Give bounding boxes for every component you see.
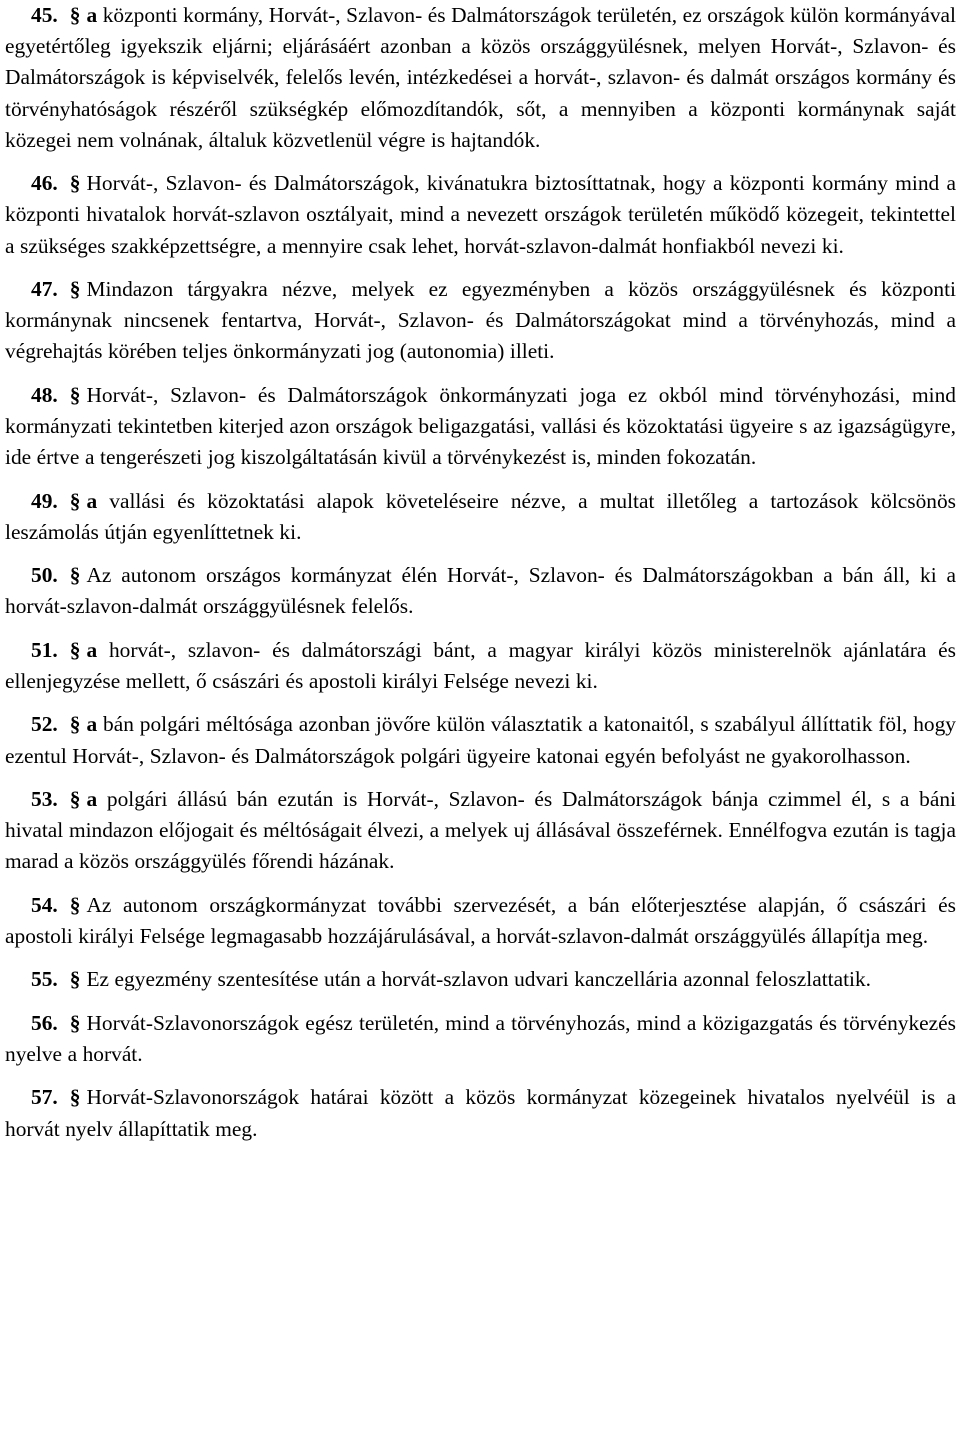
paragraph-text: Horvát-, Szlavon- és Dalmátországok, kivánatukra biztosíttatnak, hogy a központi kormány mind a központi hivatalok horvát-szlavon osztályait, mind a nevezett országok területén működő közegeit, tekintettel a szükséges szakképzettségre, a mennyire csak lehet, horvát-szlavon-dalmát honfiakból nevezi ki. xyxy=(5,171,956,258)
paragraph-57 xyxy=(5,1082,956,1144)
paragraph-lead: a xyxy=(86,786,98,811)
paragraph-55 xyxy=(5,964,956,995)
paragraph-text: Horvát-Szlavonországok egész területén, mind a törvényhozás, mind a közigazgatás és törvénykezés nyelve a horvát. xyxy=(5,1010,956,1066)
paragraph-text: Az autonom országos kormányzat élén Horvát-, Szlavon- és Dalmátországokban a bán áll, ki a horvát-szlavon-dalmát országgyülésnek felelős. xyxy=(5,563,956,619)
paragraph-text: bán polgári méltósága azonban jövőre külön választatik a katonaitól, s szabályul állíttatik föl, hogy ezentul Horvát-, Szlavon- és Dalmátországok polgári ügyeire katonai egyén befolyást ne gyakorolhasson. xyxy=(5,712,956,768)
section-sign-icon: § xyxy=(69,1085,81,1110)
paragraph-50 xyxy=(5,560,956,622)
paragraph-47 xyxy=(5,274,956,368)
paragraph-51 xyxy=(5,635,956,697)
paragraph-number: 56. xyxy=(31,1010,58,1035)
section-sign-icon: § xyxy=(69,892,81,917)
section-sign-icon: § xyxy=(69,171,81,196)
paragraph-45 xyxy=(5,0,956,156)
paragraph-48 xyxy=(5,380,956,474)
paragraph-number: 51. xyxy=(31,637,58,662)
paragraph-text: horvát-, szlavon- és dalmátországi bánt, a magyar királyi közös ministerelnök ajánlatára és ellenjegyzése mellett, ő császári és apostoli királyi Felsége nevezi ki. xyxy=(5,637,956,693)
paragraph-49 xyxy=(5,486,956,548)
paragraph-text: Az autonom országkormányzat további szervezését, a bán előterjesztése alapján, ő császári és apostoli királyi Felsége legmagasabb hozzájárulásával, a horvát-szlavon-dalmát országgyülés állapítja meg. xyxy=(5,892,956,948)
paragraph-number: 54. xyxy=(31,892,58,917)
paragraph-53 xyxy=(5,784,956,878)
section-sign-icon: § xyxy=(69,382,81,407)
paragraph-number: 48. xyxy=(31,382,58,407)
paragraph-number: 55. xyxy=(31,967,58,992)
paragraph-text: Horvát-Szlavonországok határai között a közös kormányzat közegeinek hivatalos nyelvéül is a horvát nyelv állapíttatik meg. xyxy=(5,1085,956,1141)
section-sign-icon: § xyxy=(69,786,81,811)
section-sign-icon: § xyxy=(69,488,81,513)
paragraph-number: 57. xyxy=(31,1085,58,1110)
section-sign-icon: § xyxy=(69,3,81,27)
paragraph-number: 46. xyxy=(31,171,58,196)
paragraph-46 xyxy=(5,168,956,262)
paragraph-text: vallási és közoktatási alapok követeléseire nézve, a multat illetőleg a tartozások kölcsönös leszámolás útján egyenlíttetnek ki. xyxy=(5,488,956,544)
paragraph-text: Mindazon tárgyakra nézve, melyek ez egyezményben a közös országgyülésnek és központi kormánynak nincsenek fentartva, Horvát-, Szlavon- és Dalmátországokat mind a törvényhozás, mind a végrehajtás körében teljes önkormányzati jog (autonomia) illeti. xyxy=(5,277,956,364)
paragraph-text: polgári állású bán ezután is Horvát-, Szlavon- és Dalmátországok bánja czimmel él, s a báni hivatal mindazon előjogait és méltóságait élvezi, a melyek uj állásával összeférnek. Ennélfogva ezután is tagja marad a közös országgyülés főrendi házának. xyxy=(5,786,956,874)
paragraph-lead: a xyxy=(86,637,98,662)
paragraph-lead: a xyxy=(86,712,98,737)
paragraph-lead: a xyxy=(86,3,98,27)
paragraph-number: 50. xyxy=(31,563,58,588)
paragraph-56 xyxy=(5,1008,956,1070)
section-sign-icon: § xyxy=(69,967,81,992)
paragraph-number: 49. xyxy=(31,488,58,513)
section-sign-icon: § xyxy=(69,712,81,737)
section-sign-icon: § xyxy=(69,563,81,588)
section-sign-icon: § xyxy=(69,637,81,662)
paragraph-text: Horvát-, Szlavon- és Dalmátországok önkormányzati joga ez okból mind törvényhozási, mind kormányzati tekintetben kiterjed azon országok beligazgatási, vallási és közoktatási ügyeire s az igazságügyre, ide értve a tengerészeti jog kiszolgáltatásán kivül a törvénykezést is, minden fokozatán. xyxy=(5,382,956,470)
paragraph-number: 53. xyxy=(31,786,58,811)
paragraph-number: 47. xyxy=(31,277,58,301)
paragraph-lead: a xyxy=(86,488,98,513)
paragraph-54 xyxy=(5,890,956,952)
paragraph-number: 52. xyxy=(31,712,58,737)
paragraph-text: központi kormány, Horvát-, Szlavon- és Dalmátországok területén, ez országok külön kormányával egyetértőleg igyekszik eljárni; eljárásáért azonban a közös országgyülésnek, melyen Horvát-, Szlavon- és Dalmátországok is képviselvék, felelős levén, intézkedései a horvát-, szlavon- és dalmát országos kormány és törvényhatóságok részéről szükségkép előmozdítandók, sőt, a mennyiben a központi kormánynak saját közegei nem volnának, általuk közvetlenül végre is hajtandók. xyxy=(5,3,956,152)
section-sign-icon: § xyxy=(69,1010,81,1035)
paragraph-52 xyxy=(5,709,956,771)
paragraph-text: Ez egyezmény szentesítése után a horvát-szlavon udvari kanczellária azonnal feloszlattatik. xyxy=(86,967,872,992)
section-sign-icon: § xyxy=(69,277,81,301)
paragraph-number: 45. xyxy=(31,3,58,27)
